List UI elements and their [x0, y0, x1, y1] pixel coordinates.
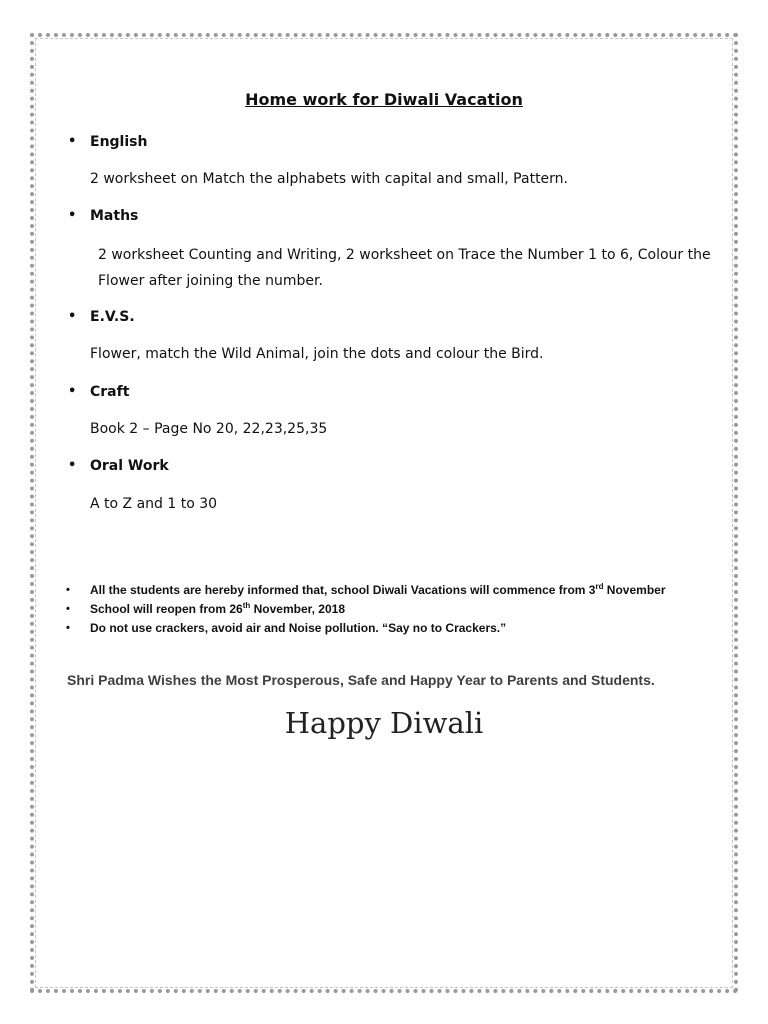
bullet-icon: •	[68, 384, 77, 399]
section-heading: E.V.S.	[90, 309, 135, 325]
section-body: Flower, match the Wild Animal, join the dots and colour the Bird.	[90, 346, 544, 362]
bullet-icon: •	[66, 622, 70, 634]
bullet-icon: •	[66, 603, 70, 615]
greeting-heading: Happy Diwali	[284, 706, 484, 740]
section-body: Book 2 – Page No 20, 22,23,25,35	[90, 421, 328, 437]
section-body: A to Z and 1 to 30	[90, 496, 218, 512]
homework-section-english	[68, 131, 728, 192]
bullet-icon: •	[68, 208, 77, 223]
homework-section-oral-work	[68, 455, 728, 517]
section-body: 2 worksheet on Match the alphabets with capital and small, Pattern.	[90, 171, 569, 187]
section-body: 2 worksheet Counting and Writing, 2 worksheet on Trace the Number 1 to 6, Colour the Flower after joining the number.	[98, 247, 711, 289]
section-heading: Oral Work	[90, 458, 169, 474]
bullet-icon: •	[68, 134, 77, 149]
notice-item: • Do not use crackers, avoid air and Noise pollution. “Say no to Crackers.”	[66, 619, 746, 638]
bullet-icon: •	[68, 458, 77, 473]
bullet-icon: •	[68, 309, 77, 324]
homework-list	[68, 131, 728, 517]
bullet-icon: •	[66, 584, 70, 596]
section-heading: Craft	[90, 384, 130, 400]
section-heading: English	[90, 134, 148, 150]
notice-item: • School will reopen from 26th November, 2018	[66, 600, 746, 619]
notice-item: • All the students are hereby informed that, school Diwali Vacations will commence from 3rd November	[66, 581, 746, 600]
notice-list	[66, 581, 746, 638]
document-title: Home work for Diwali Vacation	[245, 90, 523, 109]
section-heading: Maths	[90, 208, 139, 224]
homework-section-maths	[68, 205, 728, 294]
wishes-message: Shri Padma Wishes the Most Prosperous, Safe and Happy Year to Parents and Students.	[67, 672, 655, 688]
homework-section-evs	[68, 306, 728, 367]
homework-section-craft	[68, 381, 728, 442]
